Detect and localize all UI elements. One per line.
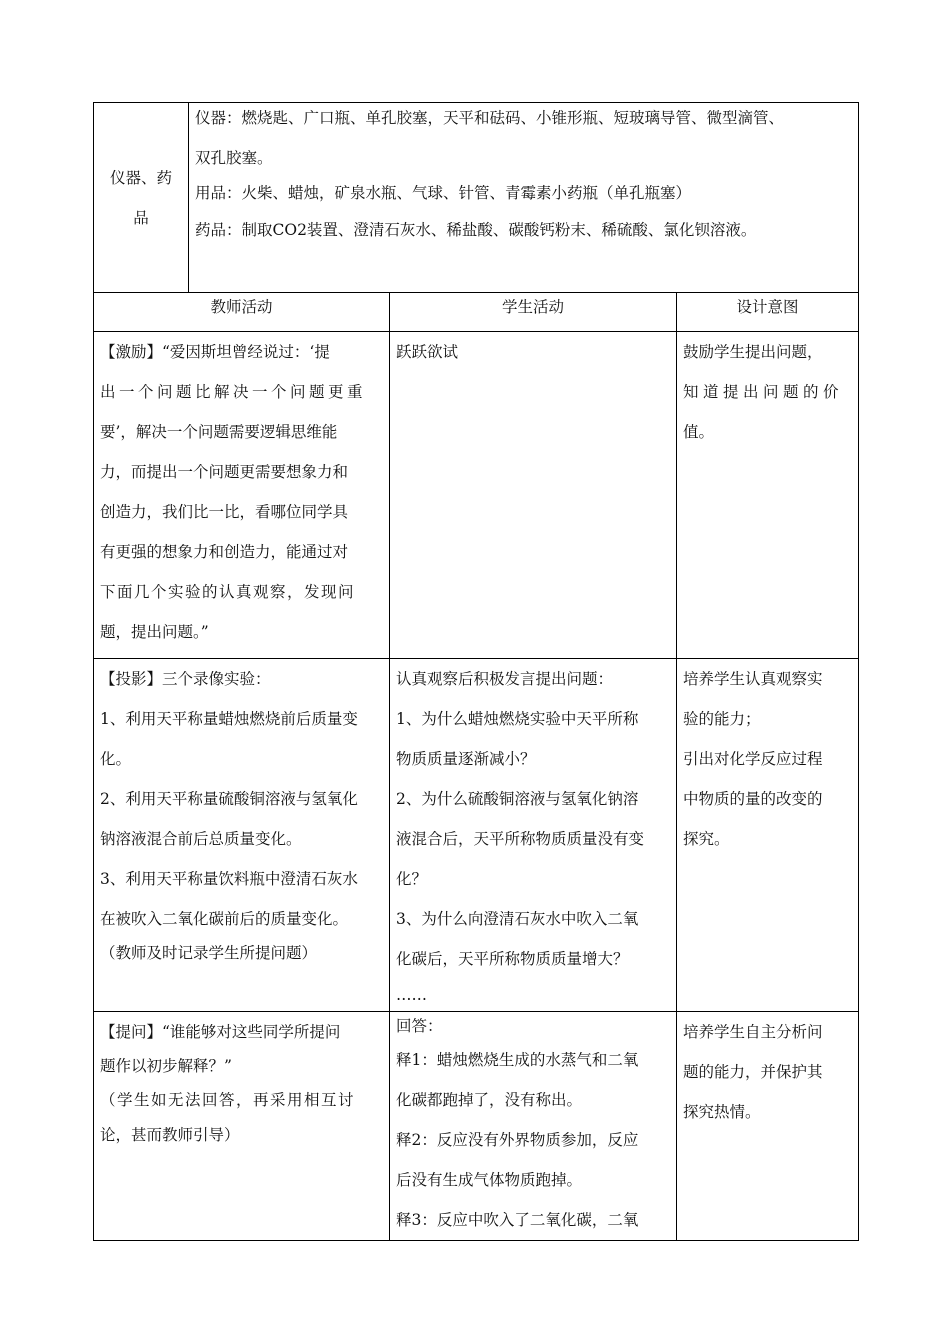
materials-label-line-1: 仪器、药 xyxy=(109,168,172,187)
materials-line: 用品：火柴、蜡烛，矿泉水瓶、气球、针管、青霉素小药瓶（单孔瓶塞） xyxy=(195,184,692,202)
text-line: 化。 xyxy=(100,750,132,768)
text-line: 题的能力，并保护其 xyxy=(683,1063,823,1081)
text-line: 培养学生认真观察实 xyxy=(683,670,823,688)
text-line: 液混合后，天平所称物质质量没有变 xyxy=(396,830,645,848)
text-line: 释2：反应没有外界物质参加，反应 xyxy=(396,1131,639,1149)
materials-line: 仪器：燃烧匙、广口瓶、单孔胶塞，天平和砝码、小锥形瓶、短玻璃导管、微型滴管、 xyxy=(195,109,785,127)
text-line: 释1：蜡烛燃烧生成的水蒸气和二氧 xyxy=(396,1051,639,1069)
text-line: 化？ xyxy=(396,870,428,888)
text-line: 3、为什么向澄清石灰水中吹入二氧 xyxy=(396,910,639,928)
text-line: 【激励】“爱因斯坦曾经说过：‘提 xyxy=(100,343,330,361)
text-line: 出一个问题比解决一个问题更重 xyxy=(100,383,367,401)
text-line: （教师及时记录学生所提问题） xyxy=(100,944,318,962)
text-line: 要’，解决一个问题需要逻辑思维能 xyxy=(100,423,338,441)
text-line: 题作以初步解释？” xyxy=(100,1057,232,1075)
text-line: 2、为什么硫酸铜溶液与氢氧化钠溶 xyxy=(396,790,639,808)
design-intent-cell xyxy=(677,332,859,659)
text-line: 3、利用天平称量饮料瓶中澄清石灰水 xyxy=(100,870,358,888)
materials-row xyxy=(94,103,859,293)
text-line: 值。 xyxy=(683,423,715,441)
text-line: 论，甚而教师引导） xyxy=(100,1126,240,1144)
materials-line: 双孔胶塞。 xyxy=(195,149,273,167)
text-line: 中物质的量的改变的 xyxy=(683,790,823,808)
text-line: 化碳后，天平所称物质质量增大？ xyxy=(396,950,629,968)
text-line: 释3：反应中吹入了二氧化碳，二氧 xyxy=(396,1211,639,1229)
text-line: 题，提出问题。” xyxy=(100,623,209,641)
text-line: 探究热情。 xyxy=(683,1103,761,1121)
student-activity-cell xyxy=(390,1012,677,1241)
text-line: 在被吹入二氧化碳前后的质量变化。 xyxy=(100,910,349,928)
text-line: 2、利用天平称量硫酸铜溶液与氢氧化 xyxy=(100,790,358,808)
teacher-activity-cell xyxy=(94,332,390,659)
text-line: 探究。 xyxy=(683,830,730,848)
text-line: 知道提出问题的价 xyxy=(683,383,844,401)
lesson-plan-table xyxy=(93,102,859,1241)
text-line: 跃跃欲试 xyxy=(396,343,459,361)
text-line: 鼓励学生提出问题， xyxy=(683,343,823,361)
materials-line: 药品：制取CO2装置、澄清石灰水、稀盐酸、碳酸钙粉末、稀硫酸、氯化钡溶液。 xyxy=(195,221,757,239)
text-line: 认真观察后积极发言提出问题： xyxy=(396,670,614,688)
materials-label xyxy=(94,103,189,293)
lesson-plan-page xyxy=(93,102,858,1241)
text-line: 物质质量逐渐减小？ xyxy=(396,750,536,768)
design-intent-cell xyxy=(677,1012,859,1241)
text-line: 回答： xyxy=(396,1017,443,1035)
header-student: 学生活动 xyxy=(390,293,677,332)
header-intent: 设计意图 xyxy=(677,293,859,332)
text-line: 下面几个实验的认真观察，发现问 xyxy=(100,583,356,601)
student-activity-cell xyxy=(390,332,677,659)
text-line: 验的能力； xyxy=(683,710,761,728)
text-line: 1、利用天平称量蜡烛燃烧前后质量变 xyxy=(100,710,358,728)
header-teacher: 教师活动 xyxy=(94,293,390,332)
student-activity-cell xyxy=(390,659,677,1012)
design-intent-cell xyxy=(677,659,859,1012)
text-line: 引出对化学反应过程 xyxy=(683,750,823,768)
text-line: 力，而提出一个问题更需要想象力和 xyxy=(100,463,349,481)
materials-label-line-2: 品 xyxy=(133,208,149,227)
text-line: 【投影】三个录像实验： xyxy=(100,670,271,688)
text-line: 【提问】“谁能够对这些同学所提问 xyxy=(100,1023,341,1041)
text-line: 钠溶液混合前后总质量变化。 xyxy=(100,830,302,848)
text-line: 有更强的想象力和创造力，能通过对 xyxy=(100,543,349,561)
text-line: 化碳都跑掉了，没有称出。 xyxy=(396,1091,583,1109)
header-row xyxy=(94,293,859,332)
text-line: 后没有生成气体物质跑掉。 xyxy=(396,1171,583,1189)
text-line: …… xyxy=(396,986,427,1004)
text-line: （学生如无法回答，再采用相互讨 xyxy=(100,1091,356,1109)
teacher-activity-cell xyxy=(94,1012,390,1241)
text-line: 培养学生自主分析问 xyxy=(683,1023,823,1041)
activity-row-encourage xyxy=(94,332,859,659)
materials-content xyxy=(189,103,859,293)
teacher-activity-cell xyxy=(94,659,390,1012)
activity-row-question xyxy=(94,1012,859,1241)
text-line: 创造力，我们比一比，看哪位同学具 xyxy=(100,503,349,521)
activity-row-projection xyxy=(94,659,859,1012)
text-line: 1、为什么蜡烛燃烧实验中天平所称 xyxy=(396,710,639,728)
